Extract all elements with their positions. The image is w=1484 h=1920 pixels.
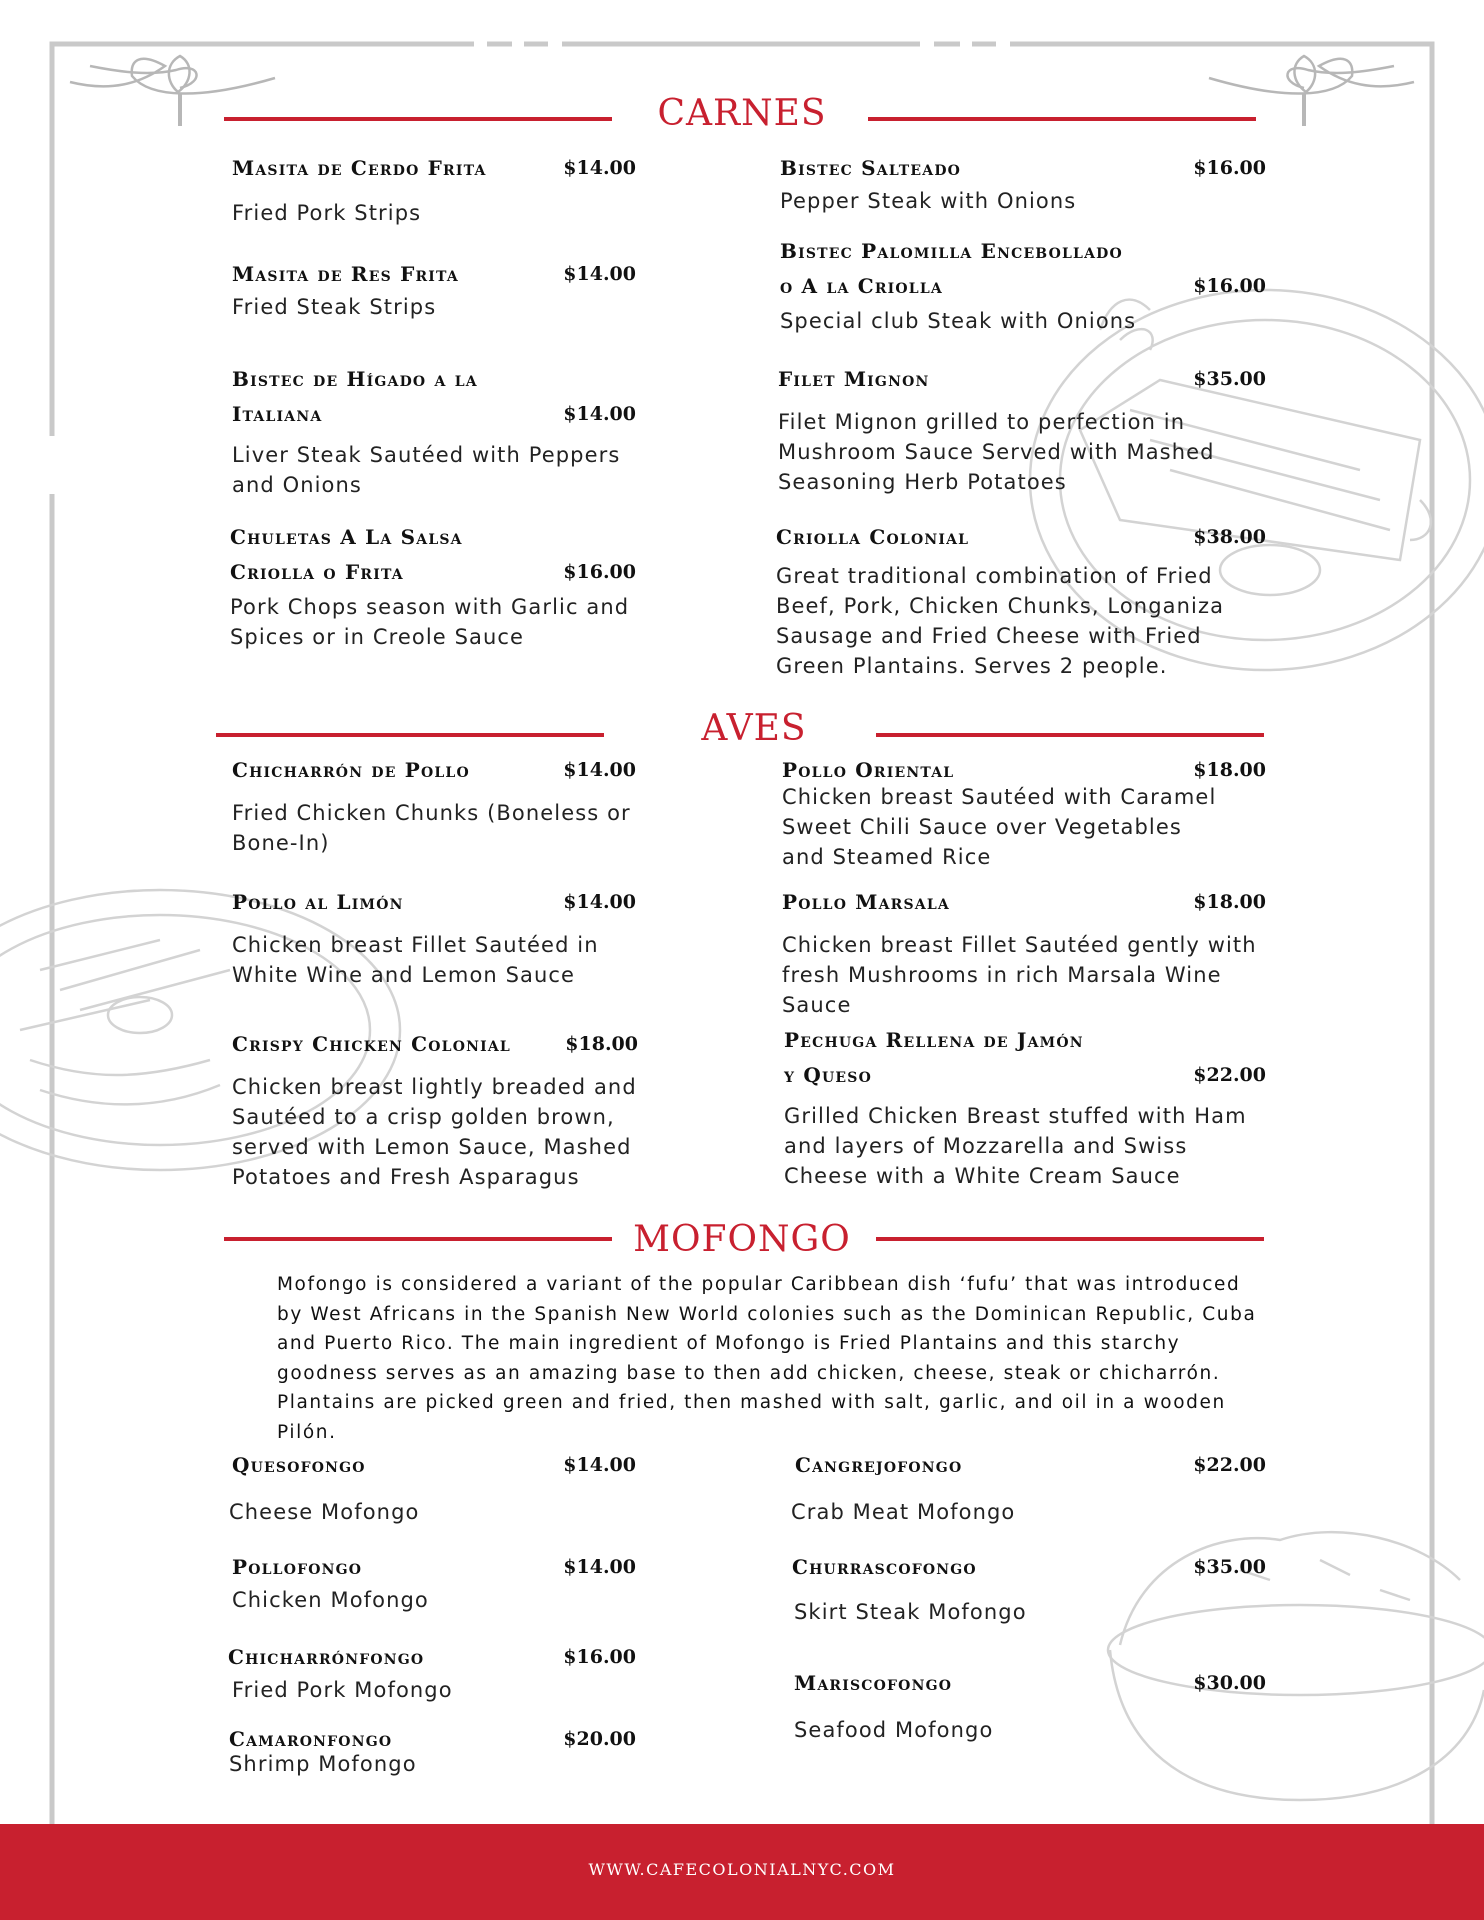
item-description: Chicken breast Fillet Sautéed in White Wine and Lemon Sauce	[232, 933, 599, 987]
item-price: $22.00	[1193, 1064, 1266, 1086]
section-title-mofongo: MOFONGO	[633, 1219, 851, 1260]
website-link[interactable]: WWW.CAFECOLONIALNYC.COM	[588, 1860, 896, 1879]
item-name: Camaronfongo	[229, 1727, 393, 1751]
menu-item	[232, 1550, 636, 1615]
item-description: Chicken breast Sautéed with Caramel Sweet Chili Sauce over Vegetables and Steamed Rice	[782, 785, 1217, 869]
item-description: Crab Meat Mofongo	[791, 1500, 1016, 1524]
menu-item	[792, 1550, 1266, 1627]
section-title-carnes: CARNES	[657, 93, 827, 134]
item-name: Masita de Res Frita	[232, 262, 459, 286]
item-description: Shrimp Mofongo	[229, 1752, 417, 1776]
item-price: $38.00	[1193, 526, 1266, 548]
menu-item	[232, 885, 636, 990]
item-price: $35.00	[1193, 368, 1266, 390]
section-title-aves: AVES	[701, 708, 807, 749]
item-name: Pollo Marsala	[782, 890, 950, 914]
item-description: Pork Chops season with Garlic and Spices or in Creole Sauce	[230, 595, 630, 649]
menu-item	[776, 520, 1266, 681]
menu-item	[232, 1027, 638, 1192]
item-price: $16.00	[1193, 275, 1266, 297]
menu-item	[232, 257, 636, 322]
item-price: $18.00	[565, 1033, 638, 1055]
item-price: $14.00	[563, 891, 636, 913]
menu-item	[229, 1722, 636, 1779]
menu-item	[232, 753, 636, 858]
item-price: $14.00	[563, 157, 636, 179]
item-description: Fried Chicken Chunks (Boneless or Bone-In)	[232, 801, 631, 855]
item-name: Cangrejofongo	[795, 1453, 963, 1477]
item-description: Pepper Steak with Onions	[780, 189, 1077, 213]
item-name: Chicharrón de Pollo	[232, 758, 470, 782]
item-price: $14.00	[563, 759, 636, 781]
item-name: Pollofongo	[232, 1555, 363, 1579]
menu-item	[228, 1640, 636, 1705]
item-price: $14.00	[563, 263, 636, 285]
item-description: Chicken breast lightly breaded and Sautéed to a crisp golden brown, served with Lemon Sauce, Mashed Potatoes and Fresh Asparagus	[232, 1075, 637, 1189]
menu-item	[232, 362, 636, 500]
menu-item	[782, 885, 1266, 1020]
item-price: $16.00	[563, 1646, 636, 1668]
item-name: Mariscofongo	[794, 1671, 953, 1695]
item-name-line2: Italiana	[232, 402, 323, 426]
item-name: Masita de Cerdo Frita	[232, 156, 487, 180]
item-name-line2: y Queso	[784, 1063, 872, 1087]
item-description: Fried Pork Mofongo	[232, 1678, 453, 1702]
item-name: Quesofongo	[232, 1453, 366, 1477]
menu-item	[791, 1448, 1266, 1527]
item-price: $14.00	[563, 1454, 636, 1476]
item-description: Filet Mignon grilled to perfection in Mushroom Sauce Served with Mashed Seasoning Herb Potatoes	[778, 410, 1215, 494]
footer-bar	[0, 1824, 1484, 1920]
item-description: Special club Steak with Onions	[780, 309, 1137, 333]
item-name-line2: Criolla o Frita	[230, 560, 404, 584]
menu-item	[784, 1023, 1266, 1191]
item-price: $16.00	[563, 561, 636, 583]
menu-item	[780, 151, 1266, 216]
item-name: Bistec de Hígado a la	[232, 367, 478, 391]
item-name: Chicharrónfongo	[228, 1645, 425, 1669]
item-description: Seafood Mofongo	[794, 1718, 994, 1742]
item-description: Fried Steak Strips	[232, 295, 437, 319]
item-price: $30.00	[1193, 1672, 1266, 1694]
menu-item	[782, 753, 1266, 872]
menu-item	[232, 151, 636, 228]
item-name: Pollo al Limón	[232, 890, 404, 914]
item-name: Churrascofongo	[792, 1555, 977, 1579]
item-name: Bistec Salteado	[780, 156, 962, 180]
item-name: Bistec Palomilla Encebollado	[780, 239, 1123, 263]
item-price: $14.00	[563, 1556, 636, 1578]
item-description: Skirt Steak Mofongo	[794, 1600, 1027, 1624]
item-description: Chicken breast Fillet Sautéed gently with fresh Mushrooms in rich Marsala Wine Sauce	[782, 933, 1257, 1017]
item-price: $35.00	[1193, 1556, 1266, 1578]
item-name: Crispy Chicken Colonial	[232, 1032, 511, 1056]
item-price: $18.00	[1193, 759, 1266, 781]
menu-item	[780, 234, 1266, 336]
item-price: $20.00	[563, 1728, 636, 1750]
item-description: Chicken Mofongo	[232, 1588, 429, 1612]
menu-item	[794, 1666, 1266, 1745]
menu-item	[229, 1448, 636, 1527]
menu-item	[778, 362, 1266, 497]
item-name: Criolla Colonial	[776, 525, 970, 549]
item-price: $16.00	[1193, 157, 1266, 179]
item-name: Pechuga Rellena de Jamón	[784, 1028, 1084, 1052]
item-description: Fried Pork Strips	[232, 201, 422, 225]
item-price: $22.00	[1193, 1454, 1266, 1476]
item-description: Great traditional combination of Fried Beef, Pork, Chicken Chunks, Longaniza Sausage and Fried Cheese with Fried Green Plantains. Serves 2 people.	[776, 564, 1225, 678]
item-name: Pollo Oriental	[782, 758, 955, 782]
item-price: $14.00	[563, 403, 636, 425]
item-description: Grilled Chicken Breast stuffed with Ham and layers of Mozzarella and Swiss Cheese with a White Cream Sauce	[784, 1104, 1247, 1188]
item-description: Liver Steak Sautéed with Peppers and Onions	[232, 443, 621, 497]
item-name-line2: o A la Criolla	[780, 274, 943, 298]
item-description: Cheese Mofongo	[229, 1500, 420, 1524]
item-name: Chuletas A La Salsa	[230, 525, 463, 549]
menu-item	[230, 520, 636, 652]
item-name: Filet Mignon	[778, 367, 930, 391]
mofongo-intro: Mofongo is considered a variant of the popular Caribbean dish ‘fufu’ that was introduced by West Africans in the Spanish New World colonies such as the Dominican Republic, Cuba and Puerto Rico. The main ingredient of Mofongo is Fried Plantains and this starchy goodness serves as an amazing base to then add chicken, cheese, steak or chicharrón. Plantains are picked green and fried, then mashed with salt, garlic, and oil in a wooden Pilón.	[277, 1274, 1257, 1443]
item-price: $18.00	[1193, 891, 1266, 913]
